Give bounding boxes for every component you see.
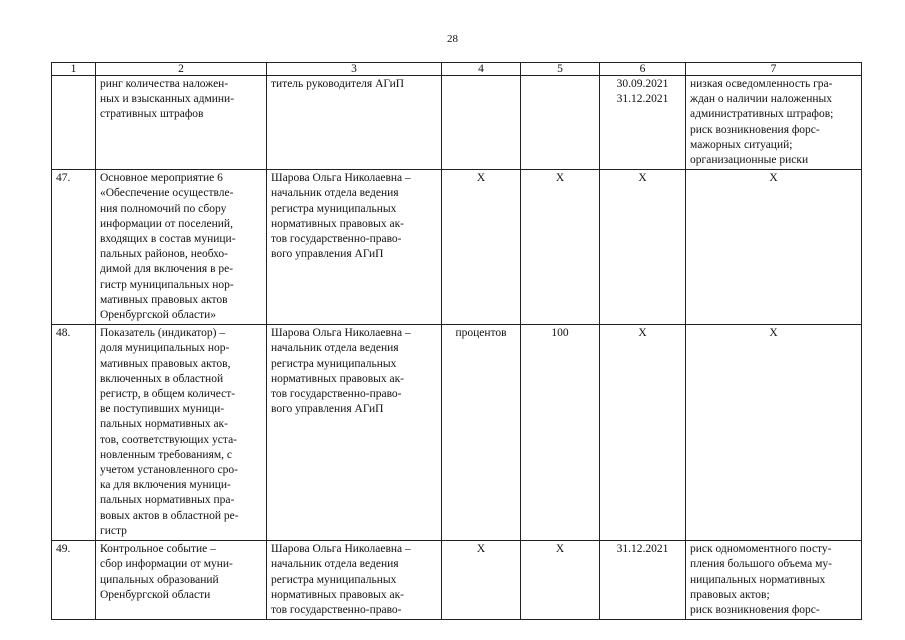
row-number [52, 76, 96, 170]
target-value: 100 [521, 325, 600, 541]
responsible-person: Шарова Ольга Николаевна – начальник отдела ведения регистра муниципальных нормативных правовых ак- тов государственно-право- [267, 541, 442, 620]
table-row [52, 170, 862, 325]
target-value: Х [521, 170, 600, 325]
event-name: Контрольное событие – сбор информации от муни- ципальных образований Оренбургской области [96, 541, 267, 620]
row-number: 49. [52, 541, 96, 620]
target-value [521, 76, 600, 170]
column-header: 3 [267, 63, 442, 76]
event-name: Показатель (индикатор) – доля муниципальных нор- мативных правовых актов, включенных в областной регистр, в общем количест- ве поступивших муници- пальных нормативных ак- тов, соответствующих уста- новленным требованиям, с учетом установленного сро- ка для включения муници- пальных нормативных пра- вовых актов в областной ре- гистр [96, 325, 267, 541]
column-header: 6 [600, 63, 686, 76]
due-date: 30.09.2021 31.12.2021 [600, 76, 686, 170]
event-name: ринг количества наложен- ных и взысканных админи- стративных штрафов [96, 76, 267, 170]
column-header: 7 [686, 63, 862, 76]
responsible-person: титель руководителя АГиП [267, 76, 442, 170]
page-number: 28 [447, 33, 458, 45]
column-header: 1 [52, 63, 96, 76]
risks: Х [686, 325, 862, 541]
unit: процентов [442, 325, 521, 541]
column-header: 2 [96, 63, 267, 76]
table-row [52, 76, 862, 170]
column-header: 4 [442, 63, 521, 76]
table-row [52, 325, 862, 541]
table-row [52, 541, 862, 620]
risks: риск одномоментного посту- пления большого объема му- ниципальных нормативных правовых актов; риск возникновения форс- [686, 541, 862, 620]
due-date: Х [600, 170, 686, 325]
unit [442, 76, 521, 170]
column-header: 5 [521, 63, 600, 76]
due-date: Х [600, 325, 686, 541]
unit: Х [442, 170, 521, 325]
row-number: 47. [52, 170, 96, 325]
row-number: 48. [52, 325, 96, 541]
responsible-person: Шарова Ольга Николаевна – начальник отдела ведения регистра муниципальных нормативных правовых ак- тов государственно-право- вого управления АГиП [267, 325, 442, 541]
risks: низкая осведомленность гра- ждан о наличии наложенных административных штрафов; риск возникновения форс- мажорных ситуаций; организационные риски [686, 76, 862, 170]
risks: Х [686, 170, 862, 325]
column-number-row [52, 63, 862, 76]
event-name: Основное мероприятие 6 «Обеспечение осуществле- ния полномочий по сбору информации от поселений, входящих в состав муници- пальных районов, необхо- димой для включения в ре- гистр муниципальных нор- мативных правовых актов Оренбургской области» [96, 170, 267, 325]
unit: Х [442, 541, 521, 620]
target-value: Х [521, 541, 600, 620]
due-date: 31.12.2021 [600, 541, 686, 620]
plan-table [51, 62, 862, 620]
responsible-person: Шарова Ольга Николаевна – начальник отдела ведения регистра муниципальных нормативных правовых ак- тов государственно-право- вого управления АГиП [267, 170, 442, 325]
